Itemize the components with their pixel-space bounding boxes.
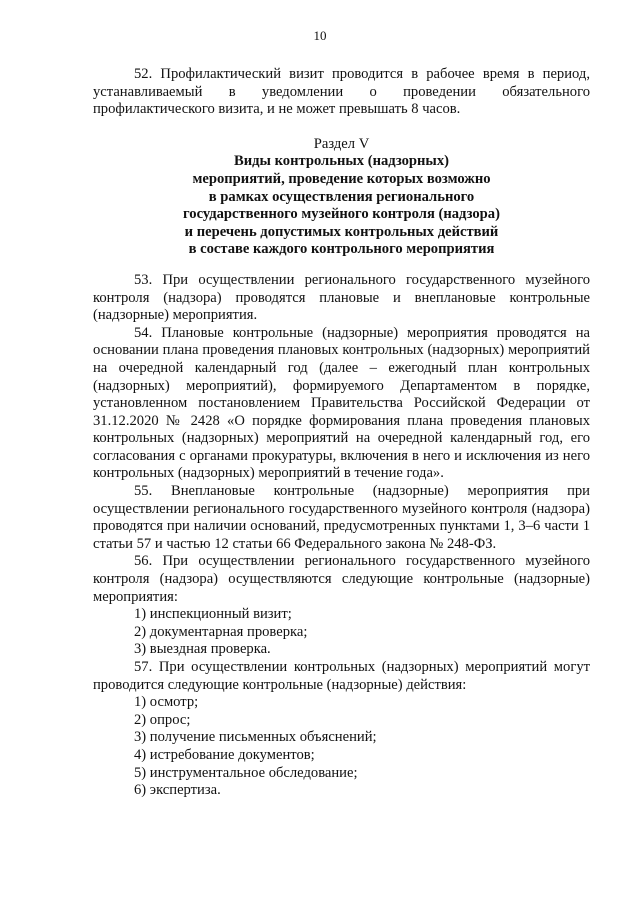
section-heading (93, 136, 590, 259)
list-item: 2) документарная проверка; (134, 623, 308, 640)
paragraph-53: 53. При осуществлении регионального государственного музейного контроля (надзора) проводятся плановые и внеплановые контрольные (надзорные) мероприятия. (93, 271, 590, 324)
paragraph-55: 55. Внеплановые контрольные (надзорные) мероприятия при осуществлении регионального государственного музейного контроля (надзора) проводятся при наличии оснований, предусмотренных пунктами 1, 3–6 части 1 статьи 57 и частью 12 статьи 66 Федерального закона № 248-ФЗ. (93, 483, 590, 552)
paragraph-52: 52. Профилактический визит проводится в рабочее время в период, устанавливаемый в уведомлении о проведении обязательного профилактического визита, и не может превышать 8 часов. (93, 66, 590, 118)
section-title-line: государственного музейного контроля (надзора) (183, 206, 500, 223)
paragraph-57: 57. При осуществлении контрольных (надзорных) мероприятий могут проводится следующие контрольные (надзорные) действия: (93, 659, 590, 693)
section-title-line: и перечень допустимых контрольных действий (184, 223, 499, 240)
list-item: 2) опрос; (134, 711, 191, 728)
list-item: 5) инструментальное обследование; (134, 764, 358, 781)
list-56 (93, 606, 590, 659)
list-item: 1) осмотр; (134, 694, 199, 711)
section-title (93, 153, 590, 259)
section-title-line: Виды контрольных (надзорных) (234, 153, 449, 170)
section-title-line: в рамках осуществления регионального (208, 188, 475, 205)
section-title-line: мероприятий, проведение которых возможно (192, 170, 491, 187)
list-item: 3) получение письменных объяснений; (134, 729, 377, 746)
page-number: 10 (313, 28, 327, 43)
list-item: 4) истребование документов; (134, 746, 315, 763)
section-title-line: в составе каждого контрольного мероприятия (188, 241, 495, 258)
list-57 (93, 694, 590, 800)
document-body (93, 66, 590, 800)
list-item: 3) выездная проверка. (134, 641, 271, 658)
section-label: Раздел V (313, 135, 370, 152)
paragraph-54: 54. Плановые контрольные (надзорные) мероприятия проводятся на основании плана проведения плановых контрольных (надзорных) мероприятий на очередной календарный год (далее – ежегодный план контрольных (надзорных) мероприятий), формируемого Департаментом в порядке, установленном постановлением Правительства Российской Федерации от 31.12.2020 № 2428 «О порядке формирования плана проведения плановых контрольных (надзорных) мероприятий на очередной календарный год, его согласования с органами прокуратуры, включения в него и исключения из него контрольных (надзорных) мероприятий в течение года». (93, 324, 590, 482)
list-item: 1) инспекционный визит; (134, 606, 292, 623)
paragraph-56: 56. При осуществлении регионального государственного музейного контроля (надзора) осуществляются следующие контрольные (надзорные) мероприятия: (93, 553, 590, 605)
list-item: 6) экспертиза. (134, 782, 221, 799)
